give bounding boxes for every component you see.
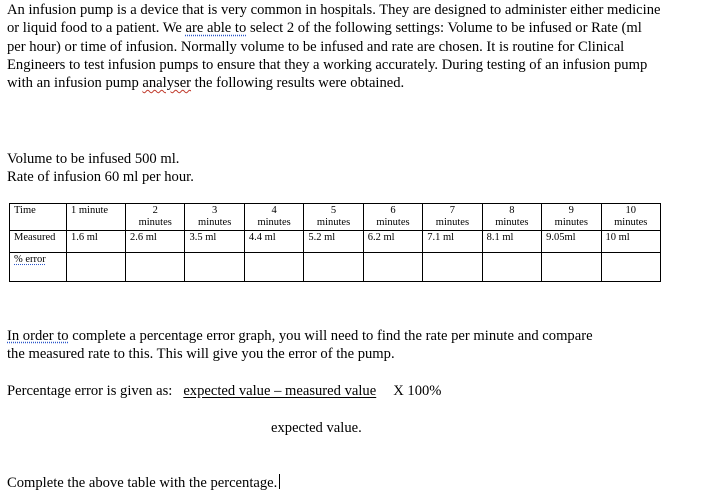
time-value-2: 2: [152, 205, 158, 216]
time-value-7: 7: [449, 205, 456, 216]
instruction-line-1: [7, 327, 593, 345]
grammar-flag-are-able-to: are able to: [185, 20, 247, 37]
error-label: % error: [14, 254, 46, 265]
time-cell-6: [363, 204, 422, 231]
final-instruction[interactable]: [7, 474, 280, 492]
grammar-flag-in-order-to: In order to: [7, 328, 69, 344]
time-unit-10: minutes: [614, 216, 648, 228]
time-cell-10: [601, 204, 661, 231]
time-cell-9: [542, 204, 601, 231]
formula-numerator: expected value – measured value: [183, 383, 377, 399]
time-unit-7: minutes: [435, 216, 470, 228]
measured-header-cell: Measured: [10, 231, 67, 253]
time-cell-1: [67, 204, 126, 231]
table-row-error: [10, 253, 661, 282]
time-unit-9: minutes: [554, 216, 588, 228]
measured-cell-6: 6.2 ml: [363, 231, 422, 253]
table-row-time: [10, 204, 661, 231]
time-cell-2: [126, 204, 185, 231]
time-value-1: 1 minute: [71, 205, 109, 216]
spelling-flag-analyser: analyser: [142, 75, 192, 92]
measured-cell-7: 7.1 ml: [423, 231, 482, 253]
error-cell-6[interactable]: [363, 253, 422, 282]
rate-setting: Rate of infusion 60 ml per hour.: [7, 169, 194, 185]
time-value-3: 3: [212, 205, 218, 216]
formula-label: Percentage error is given as:: [7, 383, 173, 399]
time-unit-3: minutes: [198, 216, 232, 228]
measured-cell-1: 1.6 ml: [67, 231, 126, 253]
measured-cell-2: 2.6 ml: [126, 231, 185, 253]
measured-cell-3: 3.5 ml: [185, 231, 244, 253]
final-instruction-text: Complete the above table with the percentage.: [7, 475, 278, 491]
time-value-5: 5: [330, 205, 337, 216]
error-cell-5[interactable]: [304, 253, 363, 282]
time-header-cell: Time: [10, 204, 67, 231]
volume-setting: Volume to be infused 500 ml.: [7, 151, 180, 167]
intro-text-part2: select 2 of the following settings: Volume to be infused or Rate (ml per hour) or time of infusion. Normally volume to be infused and rate are chosen. It is routine for Clinical Engineers to test infusion pumps to ensure that they a working accurately. During testing of an infusion pump with an infusion pump: [7, 20, 648, 92]
formula-line: [7, 382, 441, 400]
time-cell-5: [304, 204, 363, 231]
time-value-4: 4: [271, 205, 277, 216]
time-unit-4: minutes: [257, 216, 291, 228]
measured-cell-8: 8.1 ml: [482, 231, 541, 253]
intro-paragraph: [7, 1, 662, 92]
measured-cell-10: 10 ml: [601, 231, 661, 253]
time-unit-2: minutes: [138, 216, 172, 228]
measured-cell-4: 4.4 ml: [244, 231, 303, 253]
measured-cell-9: 9.05ml: [542, 231, 601, 253]
error-cell-4[interactable]: [244, 253, 303, 282]
time-unit-6: minutes: [376, 216, 410, 228]
error-cell-3[interactable]: [185, 253, 244, 282]
time-value-6: 6: [390, 205, 396, 216]
time-cell-7: [423, 204, 482, 231]
time-value-8: 8: [509, 205, 515, 216]
instruction-line-2: the measured rate to this. This will give you the error of the pump.: [7, 346, 395, 362]
formula-denominator: expected value.: [271, 420, 362, 436]
instruction-line-1-text: complete a percentage error graph, you will need to find the rate per minute and compare: [68, 328, 593, 344]
time-unit-8: minutes: [495, 216, 529, 228]
error-header-cell: [10, 253, 67, 282]
time-cell-3: [185, 204, 244, 231]
time-unit-5: minutes: [316, 216, 351, 228]
error-cell-2[interactable]: [126, 253, 185, 282]
time-cell-8: [482, 204, 541, 231]
text-cursor: [279, 474, 280, 489]
intro-text-part3: the following results were obtained.: [191, 75, 405, 92]
time-value-9: 9: [568, 205, 574, 216]
results-table: [9, 203, 661, 282]
intro-text-part1: An infusion pump is a device that is very common in hospitals. They are designed to administer either medicine or liquid food to a patient. We: [7, 2, 661, 37]
error-cell-9[interactable]: [542, 253, 601, 282]
measured-cell-5: 5.2 ml: [304, 231, 363, 253]
error-cell-8[interactable]: [482, 253, 541, 282]
error-cell-1[interactable]: [67, 253, 126, 282]
error-cell-7[interactable]: [423, 253, 482, 282]
error-cell-10[interactable]: [601, 253, 661, 282]
time-cell-4: [244, 204, 303, 231]
table-row-measured: [10, 231, 661, 253]
time-value-10: 10: [625, 205, 636, 216]
formula-multiplier: X 100%: [393, 383, 442, 399]
